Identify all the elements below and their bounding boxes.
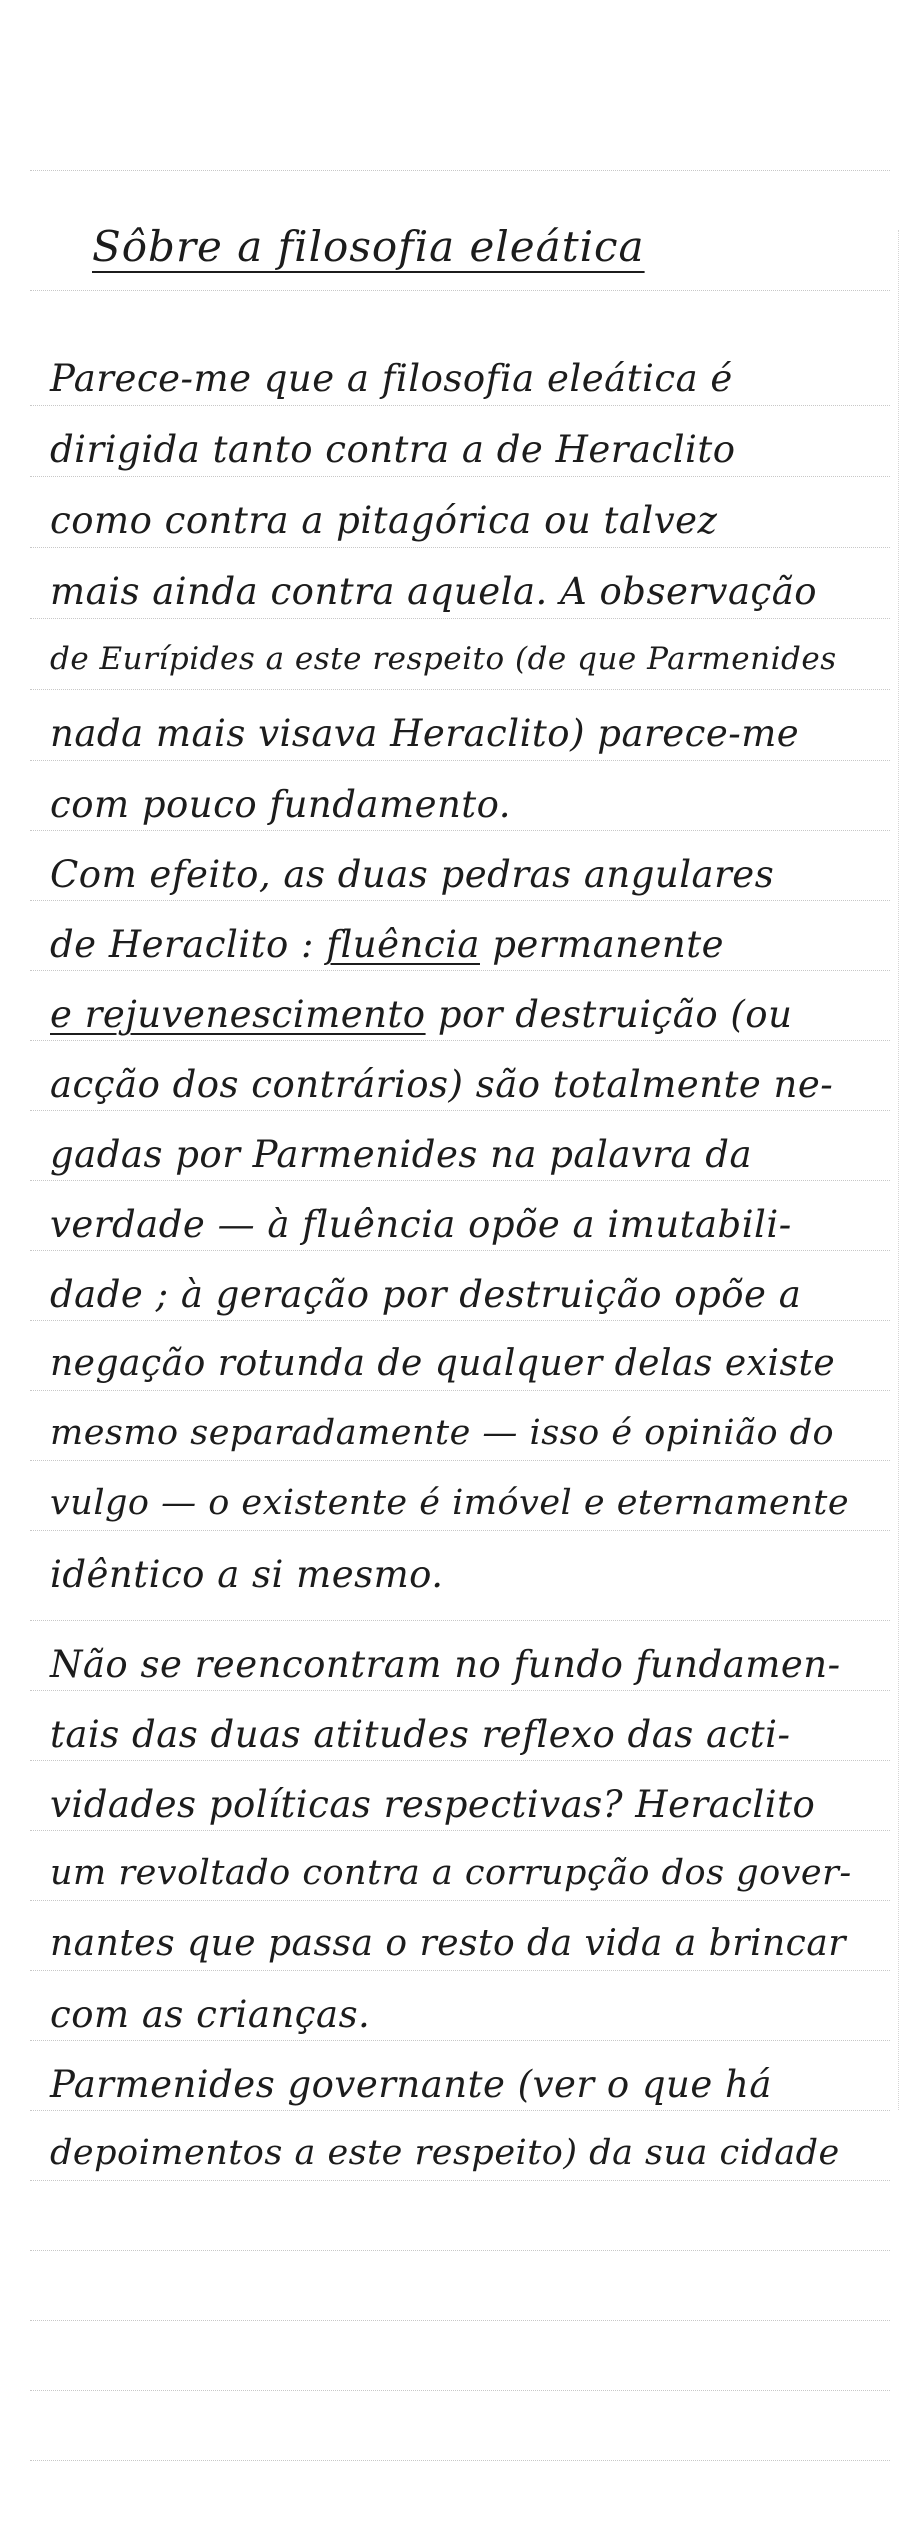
rule-line [30,1180,890,1181]
text-line: de Eurípides a este respeito (de que Parmenides [50,641,837,677]
text-line: gadas por Parmenides na palavra da [50,1133,753,1176]
text-line: Com efeito, as duas pedras angulares [50,853,775,896]
text-line: verdade — à fluência opõe a imutabili- [50,1203,792,1246]
underlined-word: fluência [326,923,480,966]
rule-line [30,290,890,291]
text-line: mais ainda contra aquela. A observação [50,570,818,613]
rule-line [30,2040,890,2041]
text-line: como contra a pitagórica ou talvez [50,499,718,542]
rule-line [30,2320,890,2321]
rule-line [30,2180,890,2181]
rule-line [30,1320,890,1321]
text-segment: permanente [492,923,724,966]
rule-line [30,1690,890,1691]
rule-line [30,689,890,690]
text-line [50,993,793,1036]
rule-line [30,1110,890,1111]
text-line: com pouco fundamento. [50,783,512,826]
rule-line [30,2110,890,2111]
text-line: negação rotunda de qualquer delas existe [50,1343,836,1384]
rule-line [30,1830,890,1831]
underlined-word: e rejuvenescimento [50,993,426,1036]
rule-line [30,618,890,619]
page-title-text: Sôbre a filosofia eleática [92,222,645,271]
text-line: com as crianças. [50,1993,371,2036]
rule-line [30,2460,890,2461]
rule-line [30,2250,890,2251]
rule-line [30,1250,890,1251]
rule-line [30,1620,890,1621]
text-line [50,923,724,966]
rule-line [30,1760,890,1761]
text-line: vidades políticas respectivas? Heraclito [50,1783,816,1826]
rule-line [30,547,890,548]
text-line: idêntico a si mesmo. [50,1553,444,1596]
text-line: Parmenides governante (ver o que há [50,2063,772,2106]
rule-line [30,830,890,831]
text-line: mesmo separadamente — isso é opinião do [50,1413,835,1453]
rule-line [30,1040,890,1041]
rule-line [30,170,890,171]
text-line: Não se reencontram no fundo fundamen- [50,1643,841,1686]
margin-line [898,230,899,2110]
text-segment: de Heraclito : [50,923,315,966]
text-line: nada mais visava Heraclito) parece-me [50,712,800,755]
rule-line [30,405,890,406]
text-line: acção dos contrários) são totalmente ne- [50,1063,834,1106]
text-line: dirigida tanto contra a de Heraclito [50,428,736,471]
rule-line [30,1390,890,1391]
page-title [92,222,645,271]
rule-line [30,1900,890,1901]
text-line: vulgo — o existente é imóvel e eternamente [50,1483,850,1523]
text-line: Parece-me que a filosofia eleática é [50,357,733,400]
rule-line [30,760,890,761]
text-line: dade ; à geração por destruição opõe a [50,1273,802,1316]
rule-line [30,970,890,971]
rule-line [30,1530,890,1531]
rule-line [30,1460,890,1461]
text-line: tais das duas atitudes reflexo das acti- [50,1713,791,1756]
text-line: nantes que passa o resto da vida a brincar [50,1923,847,1964]
rule-line [30,2390,890,2391]
text-line: depoimentos a este respeito) da sua cidade [50,2133,840,2173]
text-segment: por destruição (ou [437,993,793,1036]
rule-line [30,476,890,477]
rule-line [30,900,890,901]
rule-line [30,1970,890,1971]
text-line: um revoltado contra a corrupção dos gover- [50,1853,852,1893]
